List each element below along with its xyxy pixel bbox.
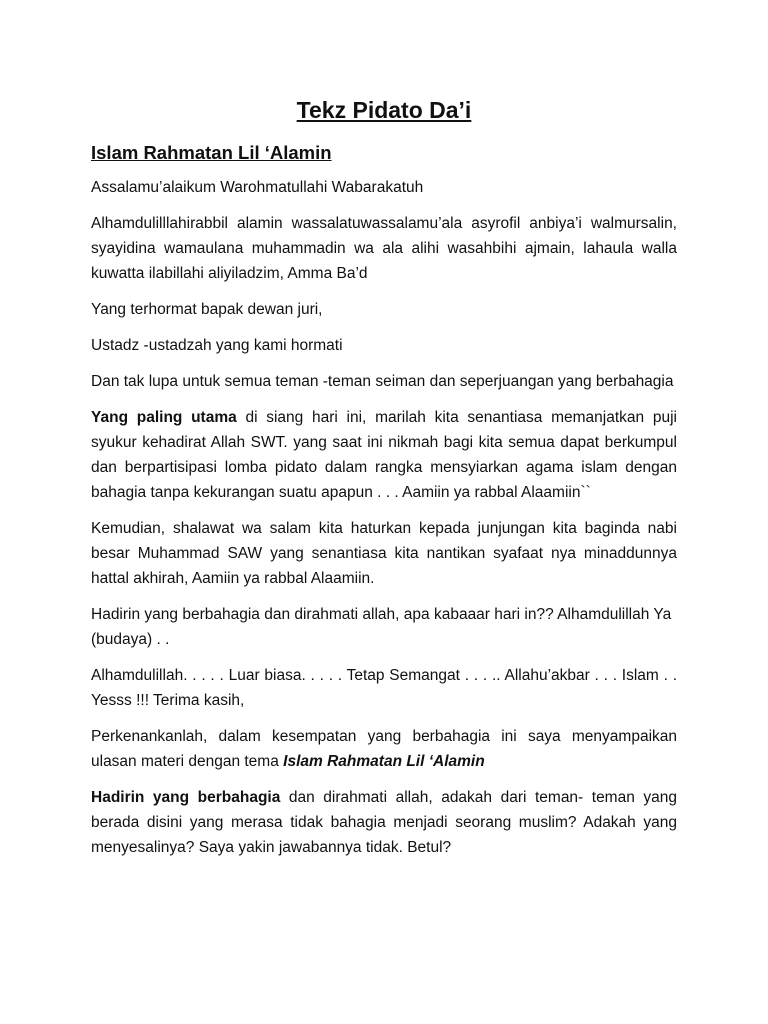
paragraph-audience-greeting: Hadirin yang berbahagia dan dirahmati allah, apa kabaaar hari in?? Alhamdulillah Ya (budaya) . . [91, 606, 672, 648]
document-page [91, 94, 677, 871]
paragraph-question [91, 785, 677, 860]
paragraph-gratitude [91, 405, 677, 505]
paragraph-greeting: Assalamu’alaikum Warohmatullahi Wabarakatuh [91, 179, 424, 196]
theme-title: Islam Rahmatan Lil ‘Alamin [283, 753, 485, 770]
paragraph-body-text: Perkenankanlah, dalam kesempatan yang berbahagia ini saya menyampaikan ulasan materi dengan tema [91, 728, 677, 770]
paragraph-body-text: di siang hari ini, marilah kita senantiasa memanjatkan puji syukur kehadirat Allah SWT. yang saat ini nikmah bagi kita semua dapat berkumpul dan berpartisipasi lomba pidato dalam rangka mensyiarkan agama islam dengan bahagia tanpa kekurangan suatu apapun . . . Aamiin ya rabbal Alaamiin`` [91, 409, 677, 501]
paragraph-opening-prayer: Alhamdulilllahirabbil alamin wassalatuwassalamu’ala asyrofil anbiya’i walmursalin, syayidina wamaulana muhammadin wa ala alihi wasahbihi ajmain, lahaula walla kuwatta ilabillahi aliyiladzim, Amma Ba’d [91, 215, 677, 282]
document-title: Tekz Pidato Da’i [296, 97, 472, 123]
paragraph-address-friends: Dan tak lupa untuk semua teman -teman seiman dan seperjuangan yang berbahagia [91, 373, 674, 390]
paragraph-theme-intro [91, 724, 677, 774]
document-subtitle: Islam Rahmatan Lil ‘Alamin [91, 142, 332, 163]
paragraph-lead-bold: Yang paling utama [91, 409, 237, 426]
paragraph-lead-bold: Hadirin yang berbahagia [91, 789, 281, 806]
paragraph-shalawat: Kemudian, shalawat wa salam kita haturkan kepada junjungan kita baginda nabi besar Muhammad SAW yang senantiasa kita nantikan syafaat nya minaddunnya hattal akhirah, Aamiin ya rabbal Alaamiin. [91, 520, 677, 587]
paragraph-body-text: dan dirahmati allah, adakah dari teman- teman yang berada disini yang merasa tidak bahagia menjadi seorang muslim? Adakah yang menyesalinya? Saya yakin jawabannya tidak. Betul? [91, 789, 677, 856]
paragraph-cheer: Alhamdulillah. . . . . Luar biasa. . . . . Tetap Semangat . . . .. Allahu’akbar . . . Islam . . Yesss !!! Terima kasih, [91, 667, 677, 709]
paragraph-address-judges: Yang terhormat bapak dewan juri, [91, 301, 323, 318]
paragraph-address-teachers: Ustadz -ustadzah yang kami hormati [91, 337, 343, 354]
